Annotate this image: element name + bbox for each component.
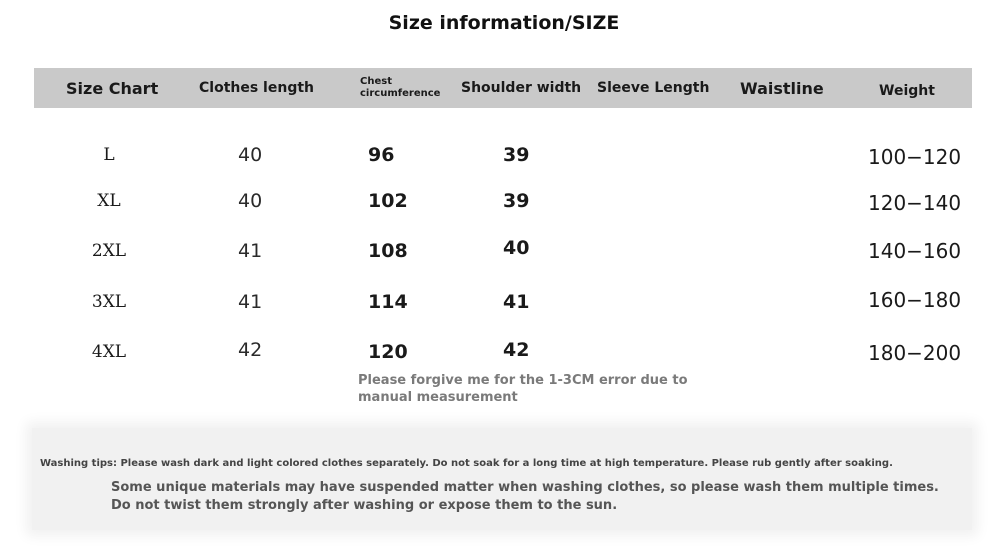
size-cell: 3XL xyxy=(91,292,127,312)
length-cell: 41 xyxy=(238,291,263,313)
weight-cell: 180−200 xyxy=(868,341,962,365)
length-cell: 40 xyxy=(238,190,263,212)
header-sleeve-length: Sleeve Length xyxy=(597,80,710,96)
chest-cell: 120 xyxy=(368,341,408,363)
shoulder-cell: 42 xyxy=(503,339,530,361)
header-clothes-length: Clothes length xyxy=(199,80,314,96)
shoulder-cell: 40 xyxy=(503,237,530,259)
size-cell: 4XL xyxy=(91,342,127,362)
washing-tips-box xyxy=(32,428,972,530)
table-row xyxy=(0,287,1008,317)
chest-cell: 102 xyxy=(368,190,408,212)
size-cell: XL xyxy=(97,191,121,211)
weight-cell: 140−160 xyxy=(868,239,962,263)
header-shoulder-width: Shoulder width xyxy=(461,80,582,96)
weight-cell: 100−120 xyxy=(868,145,962,169)
shoulder-cell: 39 xyxy=(503,190,530,212)
measurement-error-note: Please forgive me for the 1-3CM error due to manual measurement xyxy=(358,373,688,405)
chest-cell: 96 xyxy=(368,144,395,166)
washing-tips-text: Washing tips: Please wash dark and light colored clothes separately. Do not soak for a long time at high temperature. Please rub gently after soaking. xyxy=(40,458,893,469)
table-row xyxy=(0,186,1008,216)
page-title: Size information/SIZE xyxy=(388,12,620,34)
table-row xyxy=(0,337,1008,367)
length-cell: 40 xyxy=(238,144,263,166)
chest-cell: 114 xyxy=(368,291,408,313)
header-chest-circumference: Chest circumference xyxy=(360,76,441,99)
shoulder-cell: 39 xyxy=(503,144,530,166)
size-cell: L xyxy=(103,145,115,165)
weight-cell: 160−180 xyxy=(868,288,962,312)
table-header xyxy=(34,68,972,108)
length-cell: 42 xyxy=(238,339,263,361)
table-row xyxy=(0,140,1008,170)
washing-notice-text: Some unique materials may have suspended matter when washing clothes, so please wash them multiple times. Do not twist them strongly after washing or expose them to the sun. xyxy=(111,480,939,513)
chest-cell: 108 xyxy=(368,240,408,262)
length-cell: 41 xyxy=(238,240,263,262)
header-waistline: Waistline xyxy=(740,78,824,98)
shoulder-cell: 41 xyxy=(503,291,530,313)
weight-cell: 120−140 xyxy=(868,191,962,215)
size-cell: 2XL xyxy=(91,241,127,261)
table-row xyxy=(0,236,1008,266)
header-weight: Weight xyxy=(879,83,935,99)
header-size-chart: Size Chart xyxy=(66,78,159,98)
